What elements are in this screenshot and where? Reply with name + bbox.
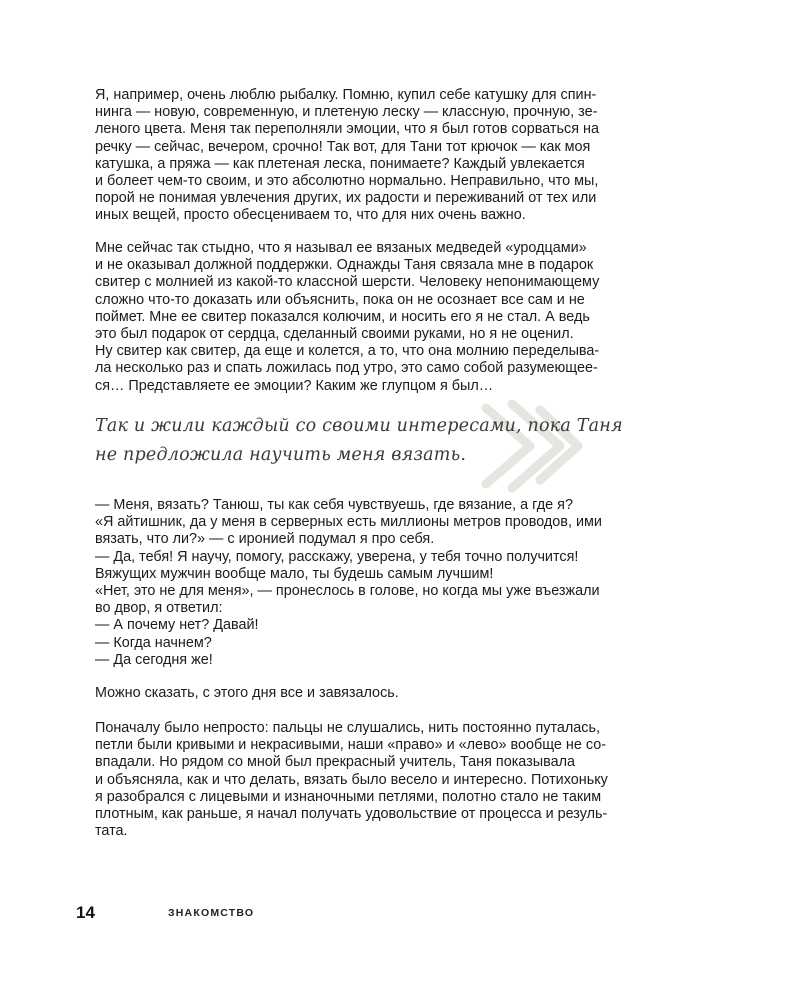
section-title: ЗНАКОМСТВО [168,907,255,919]
text-line: — А почему нет? Давай! [95,617,259,634]
quote-line: Так и жили каждый со своими интересами, пока Таня [95,416,623,436]
text-line: и не оказывал должной поддержки. Однажды Таня связала мне в подарок [95,257,594,274]
page-number: 14 [76,903,95,922]
text-line: и болеет чем-то своим, и это абсолютно нормально. Неправильно, что мы, [95,173,599,190]
text-line: поймет. Мне ее свитер показался колючим, и носить его я не стал. А ведь [95,308,590,325]
paragraph-dialogue [95,497,635,669]
text-line: речку — сейчас, вечером, срочно! Так вот, для Тани тот крючок — как моя [95,138,591,155]
paragraph-beginning [95,685,635,702]
text-line: Поначалу было непросто: пальцы не слушались, нить постоянно путалась, [95,720,600,736]
text-line: «Я айтишник, да у меня в серверных есть миллионы метров проводов, ими [95,514,602,531]
text-line: «Нет, это не для меня», — пронеслось в голове, но когда мы уже въезжали [95,583,600,600]
text-line: иных вещей, просто обесцениваем то, что для них очень важно. [95,207,526,224]
quote-line: не предложила научить меня вязать. [95,445,467,465]
text-line: Мне сейчас так стыдно, что я называл ее вязаных медведей «уродцами» [95,240,587,256]
text-line: тата. [95,823,128,840]
text-line: сложно что-то доказать или объяснить, пока он не осознает все сам и не [95,291,585,308]
text-line: свитер с молнией из какой-то классной шерсти. Человеку непонимающему [95,274,600,291]
text-line: леного цвета. Меня так переполняли эмоции, что я был готов сорваться на [95,121,599,138]
text-line: во двор, я ответил: [95,600,223,617]
text-line: ся… Представляете ее эмоции? Каким же глупцом я был… [95,377,494,394]
text-line: Можно сказать, с этого дня все и завязалось. [95,685,399,701]
paragraph-learning [95,720,635,840]
text-line: Вяжущих мужчин вообще мало, ты будешь самым лучшим! [95,565,494,582]
pull-quote [95,412,655,470]
text-line: Я, например, очень люблю рыбалку. Помню, купил себе катушку для спин- [95,87,597,103]
text-line: и объясняла, как и что делать, вязать было весело и интересно. Потихоньку [95,771,608,788]
text-line: Ну свитер как свитер, да еще и колется, а то, что она молнию переделыва- [95,343,600,360]
text-line: порой не понимая увлечения других, их радости и переживаний от тех или [95,190,597,207]
text-line: — Когда начнем? [95,634,212,651]
paragraph-sweater [95,240,635,395]
text-line: петли были кривыми и некрасивыми, наши «право» и «лево» вообще не со- [95,737,607,754]
paragraph-fishing [95,87,635,225]
text-line: я разобрался с лицевыми и изнаночными петлями, полотно стало не таким [95,788,602,805]
text-line: катушка, а пряжа — как плетеная леска, понимаете? Каждый увлекается [95,155,585,172]
text-line: нинга — новую, современную, и плетеную леску — классную, прочную, зе- [95,104,598,121]
text-line: вязать, что ли?» — с иронией подумал я про себя. [95,531,435,548]
text-line: — Да, тебя! Я научу, помогу, расскажу, уверена, у тебя точно получится! [95,548,579,565]
text-line: впадали. Но рядом со мной был прекрасный учитель, Таня показывала [95,754,575,771]
text-line: ла несколько раз и спать ложилась под утро, это само собой разумеющее- [95,360,598,377]
text-line: — Да сегодня же! [95,651,213,668]
text-line: — Меня, вязать? Танюш, ты как себя чувствуешь, где вязание, а где я? [95,497,573,513]
text-line: плотным, как раньше, я начал получать удовольствие от процесса и резуль- [95,806,608,823]
text-line: это был подарок от сердца, сделанный своими руками, но я не оценил. [95,326,574,343]
